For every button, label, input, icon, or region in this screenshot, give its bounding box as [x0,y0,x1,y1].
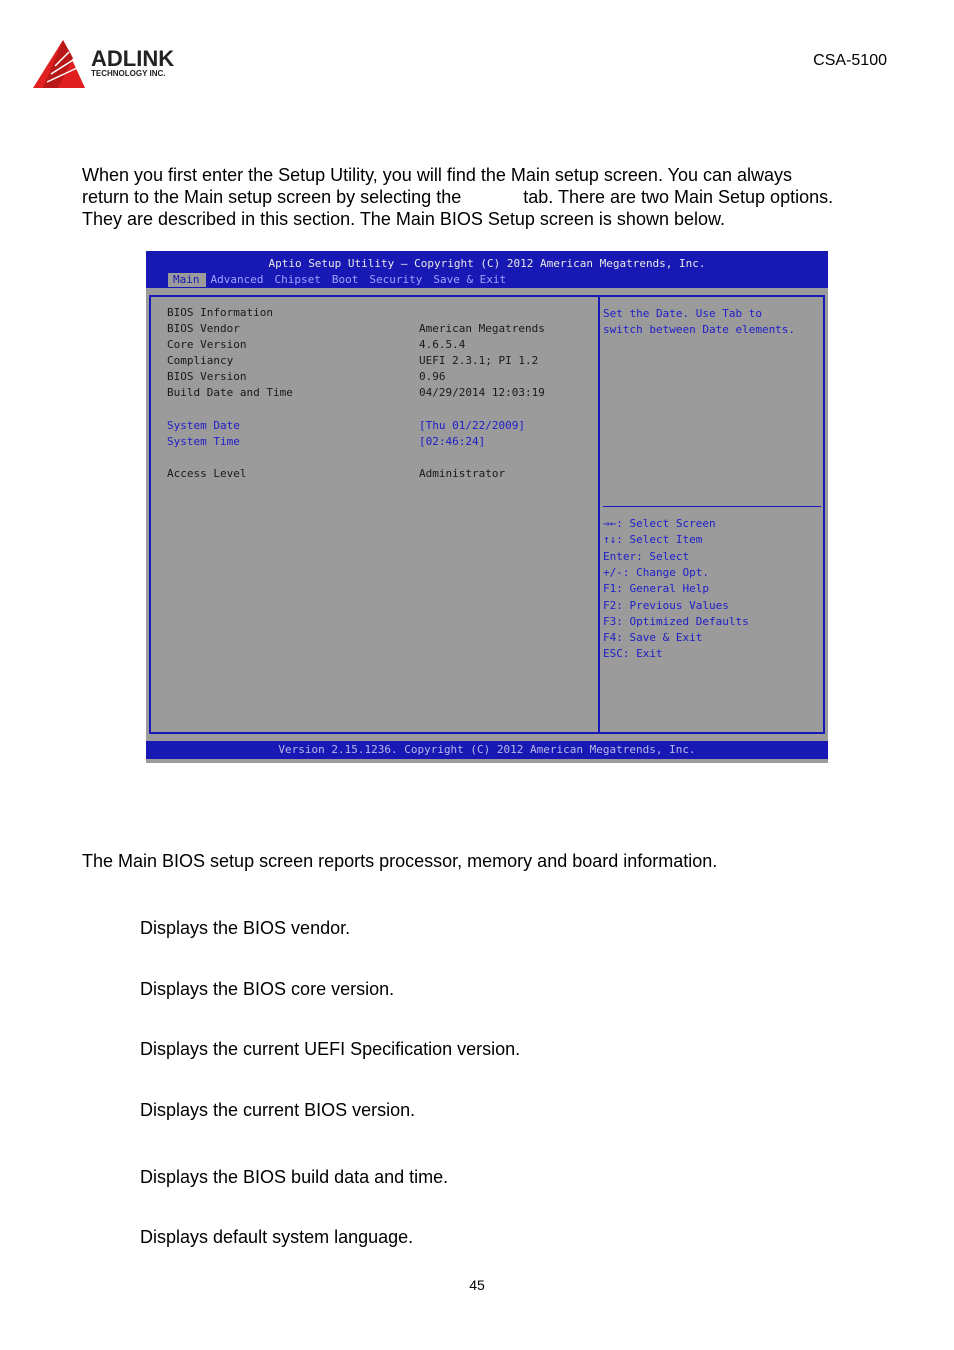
svg-text:ADLINK: ADLINK [91,46,175,71]
bios-status: Version 2.15.1236. Copyright (C) 2012 American Megatrends, Inc. [278,743,696,756]
page-number: 45 [469,1277,485,1293]
intro-line-3: They are described in this section. The Main BIOS Setup screen is shown below. [82,209,725,229]
bios-title: Aptio Setup Utility – Copyright (C) 2012 American Megatrends, Inc. [268,257,706,270]
bios-setting-label: Compliancy [167,354,234,367]
bios-setting-value: 4.6.5.4 [419,338,466,351]
bios-key-hint: F4: Save & Exit [603,631,703,645]
bios-screenshot [146,251,828,763]
bios-key-hint: F1: General Help [603,582,709,596]
bios-setting-label[interactable]: System Date [167,419,240,432]
bios-tab-advanced[interactable]: Advanced [210,273,264,286]
bios-setting-label: BIOS Information [167,306,273,319]
bios-setting-value: UEFI 2.3.1; PI 1.2 [419,354,539,367]
bios-tab-main[interactable]: Main [168,273,206,287]
bios-setting-label: BIOS Vendor [167,322,240,335]
bios-help-text: Set the Date. Use Tab to [603,307,762,320]
bios-setting-label: Build Date and Time [167,386,293,399]
bios-setting-label: Access Level [167,467,247,480]
bios-tab-save-exit[interactable]: Save & Exit [433,273,507,286]
bios-key-hint: F3: Optimized Defaults [603,614,749,628]
bios-key-hint: Enter: Select [603,549,690,563]
description-item: Displays the current UEFI Specification version. [140,1039,521,1059]
bios-tab-chipset[interactable]: Chipset [274,273,321,286]
adlink-logo [33,38,203,94]
bios-help-divider [603,506,821,507]
description-item: Displays the current BIOS version. [140,1100,416,1120]
bios-setting-value[interactable]: [Thu 01/22/2009] [419,419,525,432]
bios-status-bar [146,741,828,759]
bios-setting-value: 0.96 [419,370,446,383]
intro-line-1: When you first enter the Setup Utility, you will find the Main setup screen. You can always [82,165,793,185]
bios-title-bar [146,251,828,288]
bios-setting-label: BIOS Version [167,370,247,383]
bios-tab-boot[interactable]: Boot [331,273,359,286]
bios-setting-value: Administrator [419,467,506,480]
bios-help-text: switch between Date elements. [603,323,796,336]
svg-text:TECHNOLOGY INC.: TECHNOLOGY INC. [91,69,166,78]
description-item: Displays the BIOS build data and time. [140,1167,449,1187]
description-item: Displays the BIOS vendor. [140,918,351,938]
bios-setting-value[interactable]: [02:46:24] [419,435,486,448]
bios-setting-label: Core Version [167,338,247,351]
description-item: Displays the BIOS core version. [140,979,395,999]
description-item: Displays default system language. [140,1227,414,1247]
intro-line-2: return to the Main setup screen by selecting the tab. There are two Main Setup options. [82,187,834,207]
model-name: CSA-5100 [813,52,887,69]
bios-key-hint: →←: Select Screen [603,517,716,530]
bios-key-hint: F2: Previous Values [603,598,729,612]
bios-key-hint: ESC: Exit [603,647,663,661]
bios-divider [598,295,600,734]
intro-paragraph [82,164,882,230]
bios-setting-value: American Megatrends [419,322,545,335]
bios-tab-security[interactable]: Security [369,273,423,286]
bios-key-hint: +/-: Change Opt. [603,565,709,579]
bios-tabs [168,273,512,287]
bios-setting-value: 04/29/2014 12:03:19 [419,386,545,399]
bios-setting-label[interactable]: System Time [167,435,240,448]
bios-key-hint: ↑↓: Select Item [603,533,703,547]
summary-text: The Main BIOS setup screen reports processor, memory and board information. [82,851,718,871]
